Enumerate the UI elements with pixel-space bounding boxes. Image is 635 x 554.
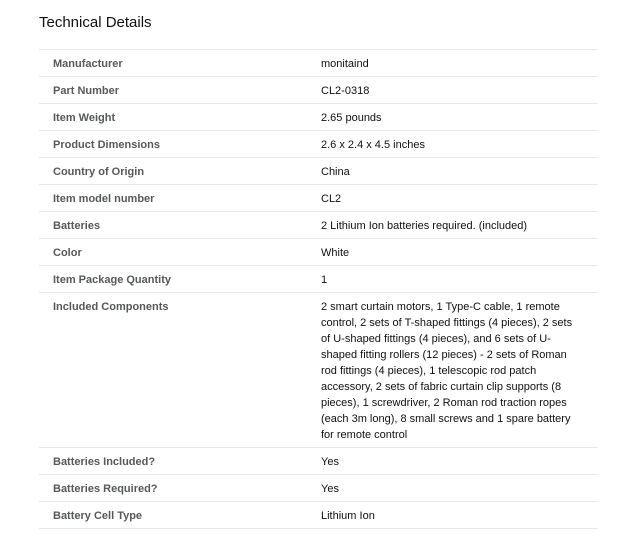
table-row [39,131,598,158]
row-value: 2.6 x 2.4 x 4.5 inches [321,139,425,151]
row-value: monitaind [321,58,369,70]
table-row [39,185,598,212]
technical-details-table [39,49,598,529]
table-row [39,502,598,529]
row-value: China [321,166,350,178]
row-label: Country of Origin [53,166,145,178]
row-label: Product Dimensions [53,139,160,151]
row-label: Item Weight [53,112,116,124]
table-row [39,293,598,448]
row-label: Battery Cell Type [53,510,143,522]
row-label: Batteries Required? [53,483,158,495]
section-title: Technical Details [39,14,152,31]
row-value: White [321,247,350,259]
row-value: Lithium Ion [321,510,375,522]
row-value: CL2 [321,193,342,205]
row-label: Item Package Quantity [53,274,171,286]
row-value: Yes [321,456,339,468]
table-row [39,158,598,185]
row-label: Batteries Included? [53,456,156,468]
table-row [39,448,598,475]
row-label: Included Components [53,301,169,313]
row-value: 2 smart curtain motors, 1 Type-C cable, 1 remote control, 2 sets of T-shaped fittings (4 pieces), 2 sets of U-shaped fittings (4 pieces), and 6 sets of U-shaped fitting rollers (12 pieces) - 2 sets of Roman rod fittings (4 pieces), 1 telescopic rod patch accessory, 2 sets of fabric curtain clip supports (8 pieces), 1 screwdriver, 2 Roman rod traction ropes (each 3m long), 8 small screws and 1 spare battery for remote control [321,301,573,441]
table-row [39,475,598,502]
row-label: Part Number [53,85,120,97]
table-row [39,77,598,104]
table-row [39,212,598,239]
row-value: 1 [321,274,328,286]
table-row [39,50,598,77]
row-label: Manufacturer [53,58,123,70]
row-label: Item model number [53,193,155,205]
row-label: Color [53,247,82,259]
row-value: Yes [321,483,339,495]
row-value: 2 Lithium Ion batteries required. (included) [321,220,528,232]
table-row [39,266,598,293]
table-row [39,239,598,266]
table-row [39,104,598,131]
row-value: CL2-0318 [321,85,370,97]
row-value: 2.65 pounds [321,112,382,124]
row-label: Batteries [53,220,101,232]
